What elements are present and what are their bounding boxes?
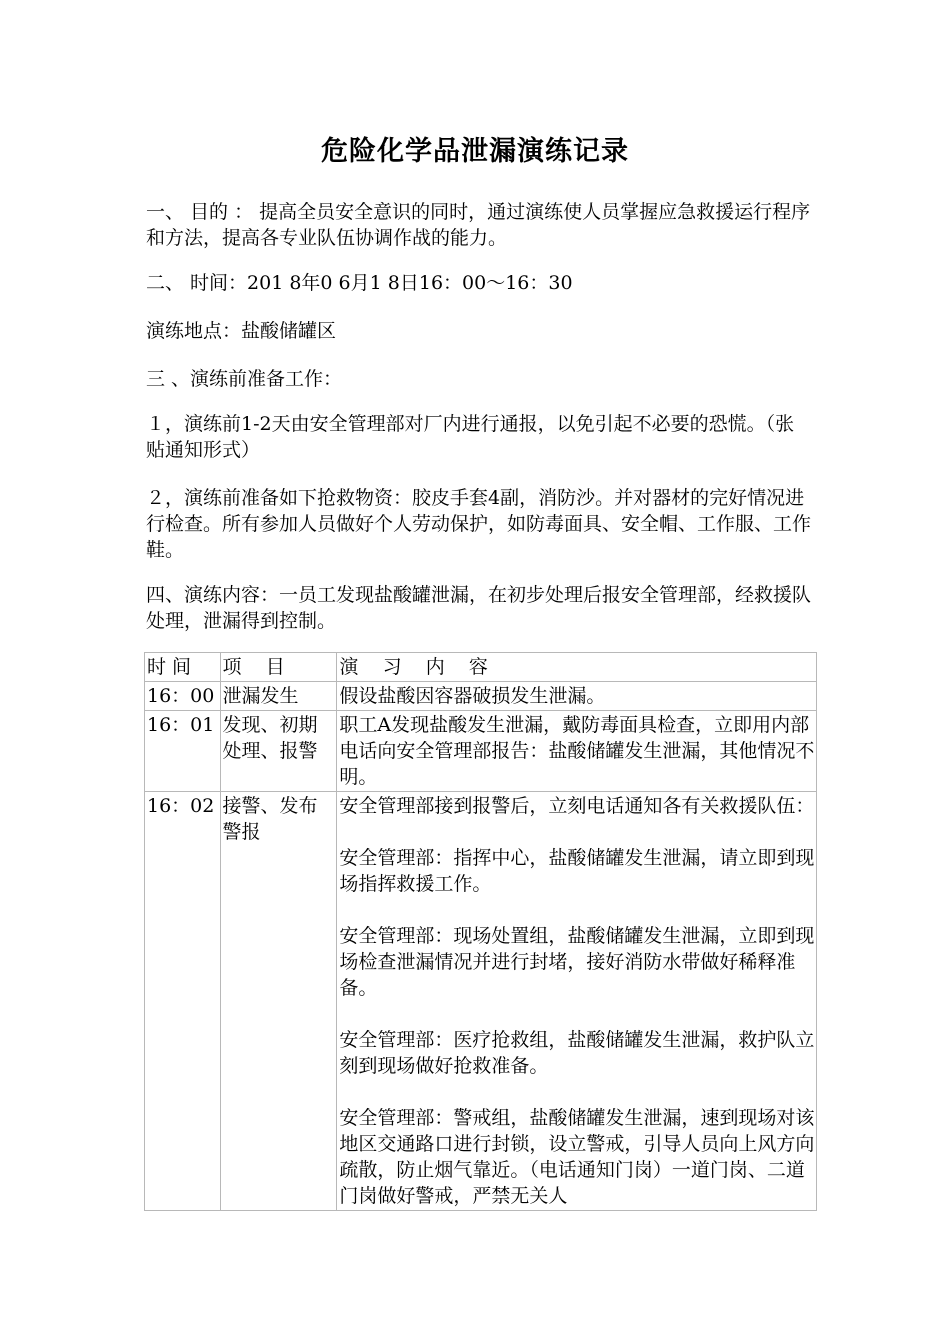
header-content: 演 习 内 容 <box>337 653 817 682</box>
table-row <box>145 711 817 792</box>
location-paragraph: 演练地点：盐酸储罐区 <box>146 320 337 342</box>
row-time: 16：02 <box>145 792 221 1211</box>
content-text: 安全管理部：医疗抢救组，盐酸储罐发生泄漏，救护队立刻到现场做好抢救准备。 <box>339 1029 815 1077</box>
table-row <box>145 792 817 1211</box>
document-title: 危险化学品泄漏演练记录 <box>321 136 629 167</box>
purpose-paragraph: 一、 目的 ： 提高全员安全意识的同时，通过演练使人员掌握应急救援运行程序和方法，提高各专业队伍协调作战的能力。 <box>146 201 811 249</box>
row-item: 泄漏发生 <box>220 682 337 711</box>
row-time: 16：01 <box>145 711 221 792</box>
content-text: 安全管理部：现场处置组，盐酸储罐发生泄漏，立即到现场检查泄漏情况并进行封堵，接好消防水带做好稀释准备。 <box>339 925 815 999</box>
header-item: 项 目 <box>220 653 337 682</box>
table-row <box>145 682 817 711</box>
row-time: 16：00 <box>145 682 221 711</box>
header-time: 时 间 <box>145 653 221 682</box>
row-item: 接警、发布警报 <box>220 792 337 1211</box>
prep-item-1: １，演练前1-2天由安全管理部对厂内进行通报，以免引起不必要的恐慌。（张贴通知形式） <box>146 413 795 461</box>
content-paragraph: 四、演练内容：一员工发现盐酸罐泄漏，在初步处理后报安全管理部，经救援队处理，泄漏得到控制。 <box>146 584 812 632</box>
content-text: 职工A发现盐酸发生泄漏，戴防毒面具检查，立即用内部电话向安全管理部报告：盐酸储罐发生泄漏，其他情况不明。 <box>339 714 815 788</box>
drill-table <box>144 652 817 1211</box>
row-content <box>337 792 817 1211</box>
row-content <box>337 682 817 711</box>
content-text: 安全管理部：指挥中心，盐酸储罐发生泄漏，请立即到现场指挥救援工作。 <box>339 847 815 895</box>
prep-item-2: ２，演练前准备如下抢救物资：胶皮手套4副，消防沙。并对器材的完好情况进行检查。所有参加人员做好个人劳动保护，如防毒面具、安全帽、工作服、工作鞋。 <box>146 487 812 561</box>
content-text: 假设盐酸因容器破损发生泄漏。 <box>339 685 606 707</box>
prep-heading: 三 、演练前准备工作： <box>146 368 343 390</box>
row-content <box>337 711 817 792</box>
content-text: 安全管理部接到报警后，立刻电话通知各有关救援队伍： <box>339 795 815 817</box>
row-item: 发现、初期处理、报警 <box>220 711 337 792</box>
content-text: 安全管理部：警戒组，盐酸储罐发生泄漏，速到现场对该地区交通路口进行封锁，设立警戒，引导人员向上风方向疏散，防止烟气靠近。（电话通知门岗）一道门岗、二道门岗做好警戒，严禁无关人 <box>339 1107 815 1207</box>
table-header-row <box>145 653 817 682</box>
time-paragraph: 二、 时间：201 8年0 6月1 8日16：00～16：30 <box>146 272 573 294</box>
